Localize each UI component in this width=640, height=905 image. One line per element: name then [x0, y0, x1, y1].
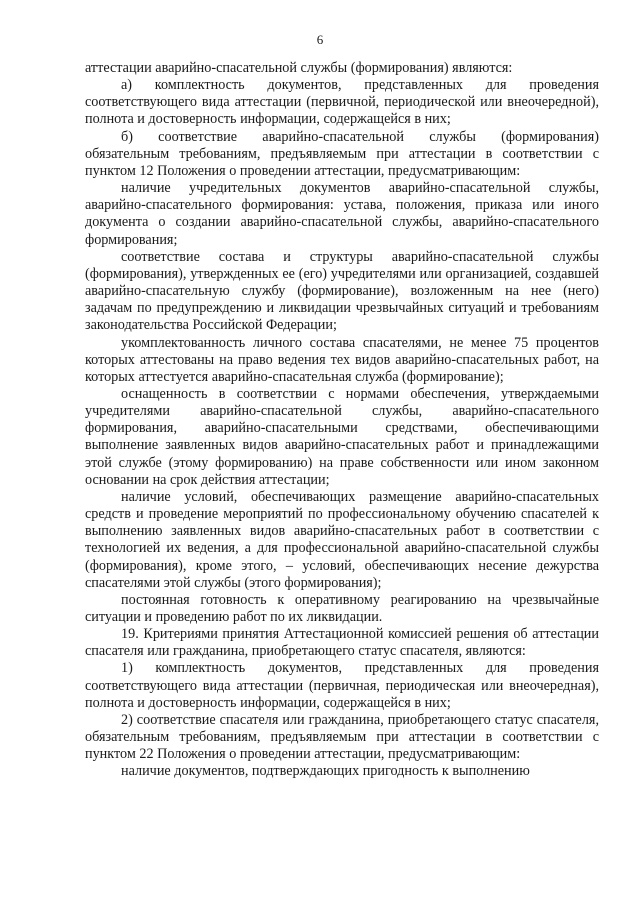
paragraph-19-criteria: 19. Критериями принятия Аттестационной комиссией решения об аттестации спасателя или гражданина, приобретающего статус спасателя, являются: — [85, 626, 599, 660]
paragraph-composition: соответствие состава и структуры аварийно-спасательной службы (формирования), утвержденных ее (его) учредителями или организацией, создавшей аварийно-спасательную службу (формирование), возложенным на нее (него) задачам по предупреждению и ликвидации чрезвычайных ситуаций и требованиям законодательства Российской Федерации; — [85, 248, 599, 334]
page-number: 6 — [316, 32, 324, 47]
paragraph-documents-fitness: наличие документов, подтверждающих пригодность к выполнению — [121, 763, 530, 780]
paragraph-item-1: 1) комплектность документов, представленных для проведения соответствующего вида аттестации (первичная, периодическая или внеочередная), полнота и достоверность информации, содержащейся в них; — [85, 660, 599, 711]
paragraph-readiness: постоянная готовность к оперативному реагированию на чрезвычайные ситуации и проведению работ по их ликвидации. — [85, 591, 599, 625]
paragraph-item-b: б) соответствие аварийно-спасательной службы (формирования) обязательным требованиям, предъявляемым при аттестации в соответствии с пунктом 12 Положения о проведении аттестации, предусматривающим: — [85, 128, 599, 179]
paragraph-item-a: а) комплектность документов, представленных для проведения соответствующего вида аттестации (первичной, периодической или внеочередной), полнота и достоверность информации, содержащейся в них; — [85, 77, 599, 128]
document-body — [85, 60, 599, 781]
paragraph-intro: аттестации аварийно-спасательной службы (формирования) являются: — [85, 60, 513, 76]
paragraph-founding-documents: наличие учредительных документов аварийно-спасательной службы, аварийно-спасательного формирования: устава, положения, приказа или иного документа о создании аварийно-спасательной службы, аварийно-спасательного формирования; — [85, 180, 599, 248]
paragraph-item-2: 2) соответствие спасателя или гражданина, приобретающего статус спасателя, обязательным требованиям, предъявляемым при аттестации в соответствии с пунктом 22 Положения о проведении аттестации, предусматривающим: — [85, 711, 599, 763]
paragraph-staffing: укомплектованность личного состава спасателями, не менее 75 процентов которых аттестованы на право ведения тех видов аварийно-спасательных работ, на которых аттестуется аварийно-спасательная служба (формирование); — [85, 334, 599, 385]
paragraph-conditions: наличие условий, обеспечивающих размещение аварийно-спасательных средств и проведение мероприятий по профессиональному обучению спасателей к выполнению заявленных видов аварийно-спасательных работ в соответствии с технологией их ведения, а для профессиональной аварийно-спасательной службы (формирования), кроме этого, – условий, обеспечивающих несение дежурства спасателями этой службы (этого формирования); — [85, 488, 599, 591]
paragraph-equipment: оснащенность в соответствии с нормами обеспечения, утверждаемыми учредителями аварийно-спасательной службы, аварийно-спасательного формирования, аварийно-спасательными средствами, обеспечивающими выполнение заявленных видов аварийно-спасательных работ и принадлежащими этой службе (этому формированию) на праве собственности или ином законном основании на срок действия аттестации; — [85, 385, 599, 488]
